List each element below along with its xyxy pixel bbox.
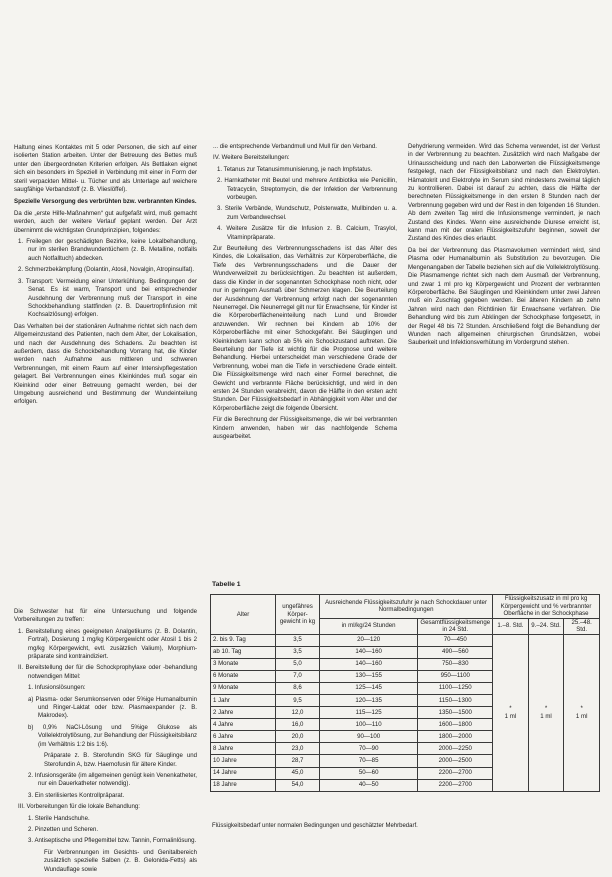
list-item: 3. Ein sterilisiertes Kontrollpräparat. xyxy=(28,791,125,799)
cell-ml-kg: 140—160 xyxy=(319,658,417,670)
list-item: b) 0,9% NaCl-Lösung und 5%ige Glukose als Vollelektrolytlösung, zur Behandlung der Flüssigkeitsbilanz (im Verhältnis 1:2 bis 1:6). xyxy=(28,723,197,748)
cell-alter: 14 Jahre xyxy=(211,767,276,779)
cell-gesamt: 2200—2700 xyxy=(418,767,493,779)
cell-ml-kg: 90—100 xyxy=(319,731,417,743)
zusatz-mark: * xyxy=(580,704,583,712)
cell-alter: 6 Jahre xyxy=(211,731,276,743)
cell-gewicht: 3,5 xyxy=(276,646,320,658)
list-item: 1. Tetanus zur Tetanusimmunisierung, je nach Impfstatus. xyxy=(217,165,373,173)
cell-gesamt: 750—830 xyxy=(418,658,493,670)
cell-ml-kg: 50—60 xyxy=(319,767,417,779)
cell-zusatz xyxy=(564,634,600,791)
header-zusatz: Flüssigkeitszusatz in ml pro kg Körpergewicht und % verbrannter Oberfläche in der Schockphase xyxy=(493,595,600,619)
list-item: 1. Freilegen der geschädigten Bezirke, keine Lokalbehandlung, nur im sterilen Brandwundentüchern (z. B. Metalline, notfalls auch Notfalltuch) abdecken. xyxy=(18,238,197,262)
cell-ml-kg: 125—145 xyxy=(319,682,417,694)
cell-zusatz xyxy=(493,634,529,791)
paragraph: Für die Berechnung der Flüssigkeitsmenge, die wir bei verbrannten Kindern anwenden, haben wir das nachfolgende Schema ausgearbeitet. xyxy=(213,416,397,440)
cell-ml-kg: 100—110 xyxy=(319,719,417,731)
table-body xyxy=(211,634,600,791)
cell-gesamt: 1600—1800 xyxy=(418,719,493,731)
zusatz-mark: * xyxy=(509,704,512,712)
cell-alter: 9 Monate xyxy=(211,682,276,694)
list-item: 2. Pinzetten und Scheren. xyxy=(28,825,99,833)
paragraph: Das Verhalten bei der stationären Aufnahme richtet sich nach dem Allgemeinzustand des Patienten, nach dem Alter, der Lokalisation, und nach der Ausdehnung des Schadens. Zu beachten ist außerdem, dass die Schockbehandlung Vorrang hat, die Kinder werden nach Aufnahme aus mittleren und schweren Verbrennungen, mit einem Raum auf einer Intensivpflegestation gelagert. Bei Verbrennungen eines Kleinkindes muß sogar ein Kleinkind oder einer Betreuung gemacht werden, bei der Umgebung ausreichend und Bestimmung der Wundeinteilung erfolgen. xyxy=(14,322,197,406)
cell-ml-kg: 40—50 xyxy=(319,779,417,791)
list-item: 1. Infusionslösungen: xyxy=(28,684,86,692)
zusatz-mark: * xyxy=(544,704,548,712)
cell-alter: 2. bis 9. Tag xyxy=(211,634,276,646)
cell-alter: 2 Jahre xyxy=(211,707,276,719)
list-item: 2. Schmerzbekämpfung (Dolantin, Atosil, Novalgin, Atropinsulfat). xyxy=(18,266,195,274)
cell-ml-kg: 130—155 xyxy=(319,670,417,682)
cell-gewicht: 28,7 xyxy=(276,755,320,767)
list-item: 3. Transport: Vermeidung einer Unterkühlung. Bedingungen der Senat. Es ist warm, Transport und bei entsprechender Ausdehnung der Verbrennung muß der Transport in eine Schockbehandlung stattfinden (z. B. Dauertropfinfusion mit Kochsalzlösung) erfolgen. xyxy=(18,277,197,319)
cell-gesamt: 950—1100 xyxy=(418,670,493,682)
cell-alter: 10 Jahre xyxy=(211,755,276,767)
cell-alter: 1 Jahr xyxy=(211,694,276,706)
cell-gewicht: 20,0 xyxy=(276,731,320,743)
cell-alter: ab 10. Tag xyxy=(211,646,276,658)
list-item: III. Vorbereitungen für die lokale Behandlung: xyxy=(18,803,140,811)
header-gesamt: Gesamtflüssigkeitsmenge in 24 Std. xyxy=(418,618,493,634)
header-z1: 1.–8. Std. xyxy=(493,618,529,634)
list-item: 2. Harnkatheter mit Beutel und mehrere Antibiotika wie Penicillin, Tetracyclin, Streptomycin, die der Infektion der Verbrennung vorbeugen. xyxy=(217,177,397,202)
paragraph: Dehydrierung vermeiden. Wird das Schema verwendet, ist der Verlust in der Verbrennung zu beachten. Zusätzlich wird nach Maßgabe der Urinausscheidung und nach den Laborwerten die Flüssigkeitsmenge festgelegt, nach der Flüssigkeitsbilanz und nach den Elektrolyten. Hämatokrit und Elektrolyte im Serum sind mindestens zweimal täglich zu kontrollieren. Dabei ist darauf zu achten, dass die Hälfte der berechneten Flüssigkeitsmenge in den ersten 8 Stunden nach der Verbrennung gegeben wird und der Rest in den folgenden 16 Stunden. Ab dem zweiten Tag wird die Infusionsmenge vermindert, je nach Zustand des Kindes. Wenn eine ausreichende Diurese erreicht ist, kann man mit der oralen Flüssigkeitszufuhr beginnen, soweit der Zustand des Kindes dies erlaubt. xyxy=(408,143,600,243)
cell-gewicht: 45,0 xyxy=(276,767,320,779)
cell-ml-kg: 120—135 xyxy=(319,694,417,706)
cell-alter: 4 Jahre xyxy=(211,719,276,731)
column-1 xyxy=(14,144,197,410)
blank-top-area xyxy=(0,0,612,140)
cell-alter: 8 Jahre xyxy=(211,743,276,755)
cell-ml-kg: 115—125 xyxy=(319,707,417,719)
zusatz-value: 1 ml xyxy=(540,712,552,720)
list-item: 1. Bereitstellung eines geeigneten Analgetikums (z. B. Dolantin, Fortral), Dosierung 1 mg/kg Körpergewicht oder Atosil 1 bis 2 mg/kg Körpergewicht, evtl. zusätzlich Valium), Morphium-präparate sind kontraindiziert. xyxy=(18,627,197,661)
cell-gewicht: 54,0 xyxy=(276,779,320,791)
header-ml-kg: in ml/kg/24 Stunden xyxy=(319,618,417,634)
table-title: Tabelle 1 xyxy=(212,581,241,588)
cell-gesamt: 1350—1500 xyxy=(418,707,493,719)
cell-gesamt: 1100—1250 xyxy=(418,682,493,694)
cell-gesamt: 70—450 xyxy=(418,634,493,646)
cell-gewicht: 3,5 xyxy=(276,634,320,646)
cell-gewicht: 12,0 xyxy=(276,707,320,719)
cell-gesamt: 490—560 xyxy=(418,646,493,658)
paragraph: Zur Beurteilung des Verbrennungsschadens ist das Alter des Kindes, die Lokalisation, das Verhältnis zur Körperoberfläche, die Tiefe des Verbrennungsschadens und die Dauer der Wundverweilzeit zu berücksichtigen. Zu beachten ist außerdem, dass die Kinder in der sogenannten Schockphase noch nicht, oder nur in geringem Ausmaß über Schmerzen klagen. Die Beurteilung der Ausdehnung der Verbrennung erfolgt nach der sogenannten Neunerregel. Die Neunerregel gilt nur für Erwachsene, für Kinder ist die Körperoberflächeneinteilung nach Lund und Browder anzuwenden. Wir rechnen bei Kindern ab 10% der Körperoberfläche mit einer Schockgefahr. Bei Säuglingen und Kleinkindern kann schon ab 5% ein Schockzustand auftreten. Die Beurteilung der Tiefe ist wichtig für die Prognose und weitere Behandlung. Hierbei unterscheidet man verschiedene Grade der Verbrennung, wobei man die Tiefe in verschiedene Grade einteilt. Die Flüssigkeitsmenge wird nach einer Formel berechnet, die Gewicht und verbrannte Fläche berücksichtigt, und wird in den ersten 24 Stunden verabreicht, davon die Hälfte in den ersten acht Stunden. Der Flüssigkeitsbedarf in Abhängigkeit vom Alter und der Körperoberfläche zeigt die folgende Übersicht. xyxy=(213,245,397,412)
table-header-row xyxy=(211,595,600,619)
cell-zusatz xyxy=(528,634,564,791)
paragraph: Die Schwester hat für eine Untersuchung und folgende Vorbereitungen zu treffen: xyxy=(14,608,197,624)
list-item: Präparate z. B. Sterofundin SKG für Säuglinge und Sterofundin A, bzw. Haemofusin für ältere Kinder. xyxy=(44,752,197,768)
column-2 xyxy=(213,143,397,444)
header-gewicht: ungefähres Körper-gewicht in kg xyxy=(276,595,320,635)
column-1-lower xyxy=(14,608,197,877)
cell-ml-kg: 70—85 xyxy=(319,755,417,767)
cell-gewicht: 5,0 xyxy=(276,658,320,670)
fluid-table xyxy=(210,594,600,792)
list-item: 3. Sterile Verbände, Wundschutz, Polsterwatte, Mullbinden u. a. zum Verbandwechsel. xyxy=(217,205,397,221)
list-heading: IV. Weitere Bereitstellungen: xyxy=(213,154,290,162)
cell-gesamt: 1800—2000 xyxy=(418,731,493,743)
zusatz-value: 1 ml xyxy=(575,712,588,720)
section-heading: Spezielle Versorgung des verbrühten bzw. verbrannten Kindes. xyxy=(14,198,197,206)
cell-alter: 18 Jahre xyxy=(211,779,276,791)
cell-ml-kg: 70—90 xyxy=(319,743,417,755)
paragraph: Da bei der Verbrennung das Plasmavolumen vermindert wird, sind Plasma oder Humanalbumin als Substitution zu bevorzugen. Die Mengenangaben der Tabelle beziehen sich auf die Vollelektrolytlösung. Die Plasmamenge richtet sich nach dem Ausmaß der Verbrennung, und zwar 1 ml pro kg Körpergewicht und Prozent der verbrannten Körperoberfläche. Bei Säuglingen und Kleinkindern unter zwei Jahren muß ein Zuschlag gegeben werden. Bei älteren Kindern ab zehn Jahren wird nach den Richtlinien für Erwachsene verfahren. Die Behandlung wird bis zum Abklingen der Schockphase fortgesetzt, in der Regel 48 bis 72 Stunden. Anschließend folgt die Behandlung der Wunden nach allgemeinen chirurgischen Grundsätzen, wobei Sauberkeit und Infektionsverhütung im Vordergrund stehen. xyxy=(408,246,600,347)
cell-gewicht: 8,6 xyxy=(276,682,320,694)
cell-gesamt: 2000—2500 xyxy=(418,755,493,767)
cell-gewicht: 23,0 xyxy=(276,743,320,755)
list-item: 4. Weitere Zusätze für die Infusion z. B. Calcium, Trasylol, Vitaminpräparate. xyxy=(217,225,397,241)
cell-gewicht: 7,0 xyxy=(276,670,320,682)
cell-alter: 3 Monate xyxy=(211,658,276,670)
cell-gewicht: 9,5 xyxy=(276,694,320,706)
cell-gewicht: 16,0 xyxy=(276,719,320,731)
list-item: 2. Infusionsgeräte (im allgemeinen genügt kein Venenkatheter, nur ein Dauerkatheter notwendig). xyxy=(28,771,197,788)
cell-alter: 6 Monate xyxy=(211,670,276,682)
cell-ml-kg: 20—120 xyxy=(319,634,417,646)
list-item: II. Bereitstellung der für die Schockprophylaxe oder -behandlung notwendigen Mittel: xyxy=(18,664,197,680)
table-row xyxy=(211,634,600,646)
list-item: 1. Sterile Handschuhe. xyxy=(28,814,90,822)
header-alter: Alter xyxy=(211,595,276,635)
paragraph: Haltung eines Kontaktes mit 5 oder Personen, die sich auf einer isolierten Station arbeiten. Unter der Betreuung des Bettes muß unter den übergeordneten Kriterien erfolgen. Als Bettlaken eignet sich ein besonders im Speziell in Verbindung mit einer in Form der steril verpackten Mittel- u. Tücher und als Unterlage auf weichere saugfähige Verbandstoff (z. B. Vlieslöffel). xyxy=(14,144,197,194)
cell-gesamt: 2000—2250 xyxy=(418,743,493,755)
header-bedarf: Ausreichende Flüssigkeitszufuhr je nach Schockdauer unter Normalbedingungen xyxy=(319,595,492,619)
header-z3: 25.–48. Std. xyxy=(564,618,600,634)
cell-gesamt: 1150—1300 xyxy=(418,694,493,706)
list-item: Für Verbrennungen im Gesichts- und Genitalbereich zusätzlich spezielle Salben (z. B. Gelonida-Fetts) als Wundauflage sowie xyxy=(44,848,197,873)
cell-gesamt: 2200—2700 xyxy=(418,779,493,791)
cell-ml-kg: 140—160 xyxy=(319,646,417,658)
paragraph: ... die entsprechende Verbandmull und Mull für den Verband. xyxy=(213,143,377,150)
table-footnote: Flüssigkeitsbedarf unter normalen Bedingungen und geschätzter Mehrbedarf. xyxy=(212,823,418,829)
header-z2: 9.–24. Std. xyxy=(528,618,564,634)
list-item: 3. Antiseptische und Pflegemittel bzw. Tannin, Formalinlösung. xyxy=(28,837,197,845)
column-3 xyxy=(408,143,600,351)
zusatz-value: 1 ml xyxy=(504,712,517,720)
paragraph: Da die „erste Hilfe-Maßnahmen“ gut aufgefaßt wird, muß gemacht werden, auch der weitere Verlauf geplant werden. Der Arzt übernimmt die wichtigsten Grundprinzipien, folgendes: xyxy=(14,209,197,234)
list-item: a) Plasma- oder Serumkonserven oder 5%ige Humanalbumin und Ringer-Laktat oder bzw. Plasmaexpander (z. B. Makrodex). xyxy=(28,695,197,720)
